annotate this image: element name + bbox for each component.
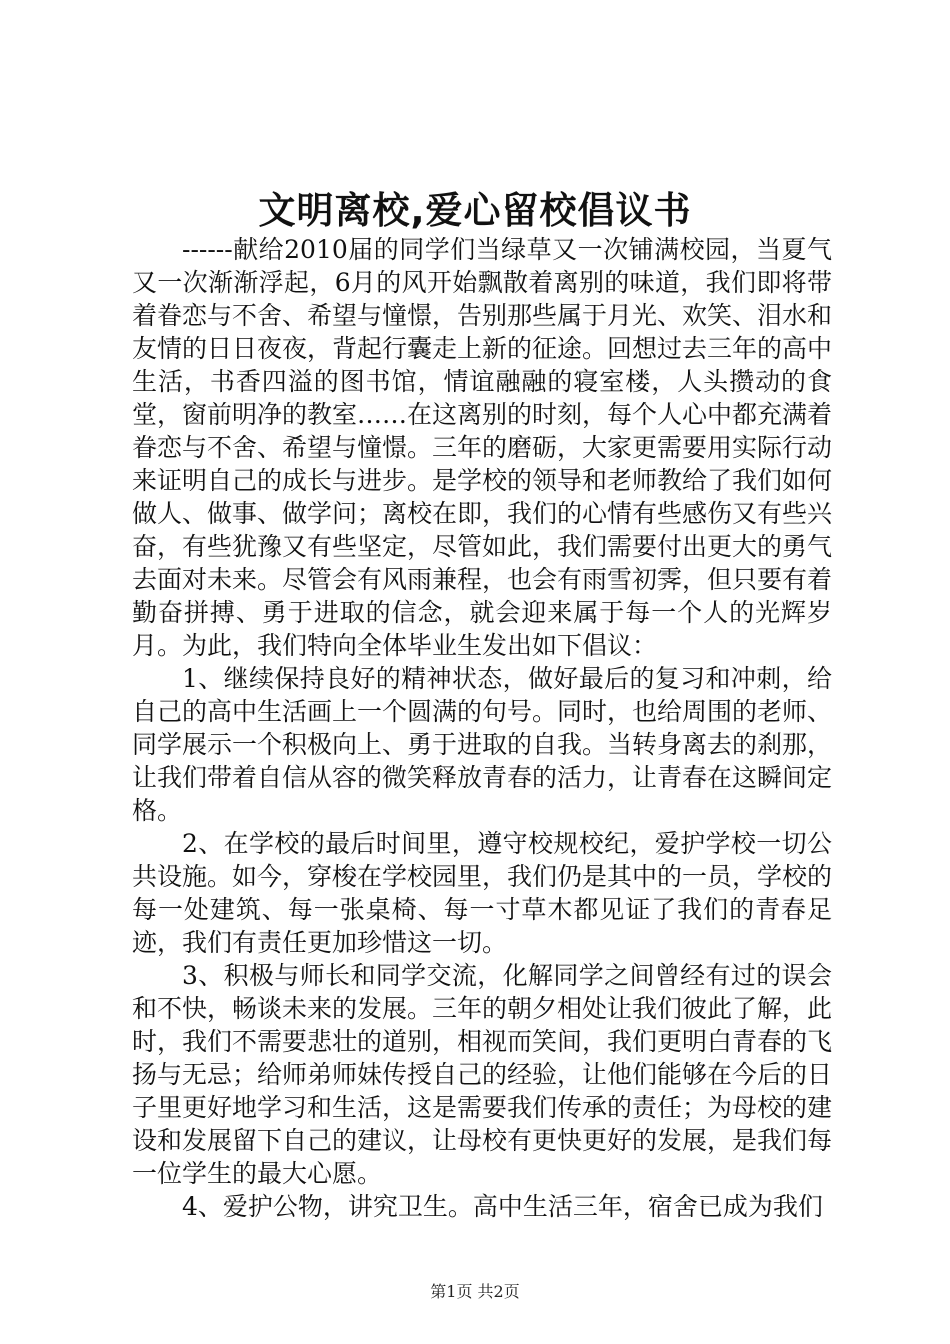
proposal-item-1: 1、继续保持良好的精神状态，做好最后的复习和冲刺，给自己的高中生活画上一个圆满的句号。同时，也给周围的老师、同学展示一个积极向上、勇于进取的自我。当转身离去的刹那，让我们带着自信从容的微笑释放青春的活力，让青春在这瞬间定格。: [132, 664, 833, 825]
page-number-footer: 第1页 共2页: [430, 1282, 520, 1301]
proposal-item-4: 4、爱护公物，讲究卫生。高中生活三年，宿舍已成为我们: [182, 1192, 823, 1221]
document-title: 文明离校,爱心留校倡议书: [258, 189, 692, 232]
document-body: [132, 233, 832, 1223]
proposal-item-3: 3、积极与师长和同学交流，化解同学之间曾经有过的误会和不快，畅谈未来的发展。三年的朝夕相处让我们彼此了解，此时，我们不需要悲壮的道别，相视而笑间，我们更明白青春的飞扬与无忌；给师弟师妹传授自己的经验，让他们能够在今后的日子里更好地学习和生活，这是需要我们传承的责任；为母校的建设和发展留下自己的建议，让母校有更快更好的发展，是我们每一位学生的最大心愿。: [132, 961, 833, 1188]
intro-paragraph: ------献给2010届的同学们当绿草又一次铺满校园，当夏气又一次渐渐浮起，6月的风开始飘散着离别的味道，我们即将带着眷恋与不舍、希望与憧憬，告别那些属于月光、欢笑、泪水和友情的日日夜夜，背起行囊走上新的征途。回想过去三年的高中生活，书香四溢的图书馆，情谊融融的寝室楼，人头攒动的食堂，窗前明净的教室……在这离别的时刻，每个人心中都充满着眷恋与不舍、希望与憧憬。三年的磨砺，大家更需要用实际行动来证明自己的成长与进步。是学校的领导和老师教给了我们如何做人、做事、做学问；离校在即，我们的心情有些感伤又有些兴奋，有些犹豫又有些坚定，尽管如此，我们需要付出更大的勇气去面对未来。尽管会有风雨兼程，也会有雨雪初霁，但只要有着勤奋拼搏、勇于进取的信念，就会迎来属于每一个人的光辉岁月。为此，我们特向全体毕业生发出如下倡议：: [132, 235, 833, 660]
proposal-item-2: 2、在学校的最后时间里，遵守校规校纪，爱护学校一切公共设施。如今，穿梭在学校园里，我们仍是其中的一员，学校的每一处建筑、每一张桌椅、每一寸草木都见证了我们的青春足迹，我们有责任更加珍惜这一切。: [132, 829, 833, 957]
